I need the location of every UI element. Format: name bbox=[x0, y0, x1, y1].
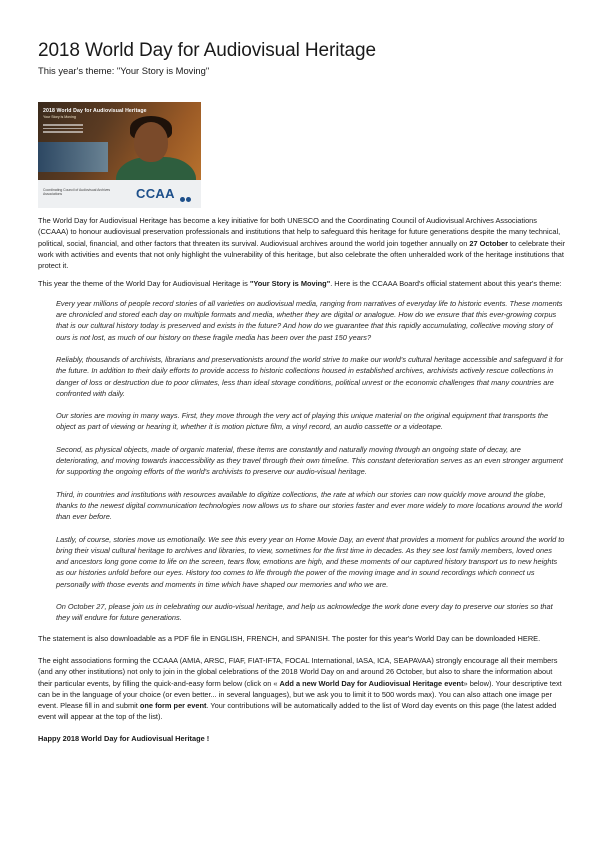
download-paragraph: The statement is also downloadable as a PDF file in ENGLISH, FRENCH, and SPANISH. The poster for this year's World Day can be downloaded HERE. bbox=[38, 633, 541, 643]
closing-line: Happy 2018 World Day for Audiovisual Heritage ! bbox=[38, 733, 210, 743]
poster-image[interactable] bbox=[38, 102, 201, 208]
statement-paragraph: Lastly, of course, stories move us emotionally. We see this every year on Home Movie Day, an event that provides a moment for publics around the world to bring their visual cultural heritage to archives and libraries, to view, sometimes for the first time in decades. As they see lost family members, loved ones and ancestors long gone come to life on the screen, tears flow, emotions are high, and these moments of our captured history transport us to new heights as our histories unfold before our eyes. History too comes to life through the power of the moving image and in sound recordings which connect us personally with those events and moments in time which have shaped our memories and who we are. bbox=[56, 534, 565, 589]
associations-paragraph: The eight associations forming the CCAAA (AMIA, ARSC, FIAF, FIAT-IFTA, FOCAL International, IASA, ICA, SEAPAVAA) strongly encourage all their members (and any other institutions) not only to join in the global celebrations of the 2018 World Day on and around 26 October, but also to share the information about their particular events, by filling the quick-and-easy form below (click on « Add a new World Day for Audiovisual Heritage event» below). Your descriptive text can be in the language of your choice (or even better... in several languages), but we ask you to limit it to 500 words max). You can also attach one image per event. Please fill in and submit one form per event. Your contributions will be automatically added to the list of Word day events on this page (the latest added event will appear at the top of the list). bbox=[38, 655, 562, 722]
intro-date: 27 October bbox=[469, 238, 508, 248]
statement-paragraph: On October 27, please join us in celebrating our audio-visual heritage, and help us acknowledge the work done every day to preserve our stories so that they will endure for future generations. bbox=[56, 602, 553, 623]
add-event-link[interactable]: Add a new World Day for Audiovisual Heritage event bbox=[279, 678, 464, 688]
theme-name: "Your Story is Moving" bbox=[249, 279, 331, 289]
page-subtitle: This year's theme: "Your Story is Moving" bbox=[38, 65, 210, 76]
statement-paragraph: Reliably, thousands of archivists, librarians and preservationists around the world strive to make our world's cultural heritage accessible and safeguard it for the future. In addition to their daily efforts to provide access to historic collections housed in established archives, archivists actively rescue collections in danger of loss or destruction due to poor climates, less than ideal storage conditions, political unrest or the economic challenges that many countries are confronted with daily. bbox=[56, 354, 563, 398]
one-form-per-event: one form per event bbox=[139, 701, 207, 711]
board-statement bbox=[38, 298, 566, 624]
statement-paragraph: Second, as physical objects, made of organic material, these items are constantly and naturally moving through an ongoing state of decay, are deteriorating, and moving towards inaccessibility as they travel through their own timeline. This constant deterioration serves as an even stronger argument for supporting the ongoing efforts of the world's archivists to preserve our audio-visual heritage. bbox=[56, 444, 563, 477]
ccaaa-logo: CCAA bbox=[136, 186, 175, 201]
poster-figure-face bbox=[134, 122, 168, 162]
article bbox=[38, 40, 566, 744]
page-title: 2018 World Day for Audiovisual Heritage bbox=[38, 40, 376, 61]
intro-paragraph: The World Day for Audiovisual Heritage has become a key initiative for both UNESCO and the Coordinating Council of Audiovisual Archives Associations (CCAAA) to honour audiovisual preservation professionals and institutions that help to safeguard this heritage for future generations despite the many technical, political, social, financial, and other factors that threaten its survival. Audiovisual archives around the world join together annually on 27 October to celebrate their work with activities and events that not only highlight the vulnerability of this heritage, but also celebrate the often unheralded work of the heritage institutions that protect it. bbox=[38, 216, 566, 271]
poster-title: 2018 World Day for Audiovisual Heritage bbox=[43, 108, 147, 114]
unesco-logo-icon bbox=[180, 189, 194, 197]
poster-film-strip bbox=[38, 142, 108, 172]
poster-text-lines bbox=[43, 124, 83, 135]
theme-paragraph: This year the theme of the World Day for Audiovisual Heritage is "Your Story is Moving". Here is the CCAAA Board's official statement about this year's theme: bbox=[38, 279, 562, 289]
statement-paragraph: Every year millions of people record stories of all varieties on audiovisual media, ranging from narratives of everyday life to historic events. These moments are chronicled and stored each day on multiple formats and media, whether they are digital or analogue. How do we ensure that this ever-growing corpus that is our cultural history today is preserved and exists in the future? And how do we guarantee that this rapidly accumulating, collective moving story of ours is not lost, as much of our history on these fragile media has been over the past 150 years? bbox=[56, 298, 563, 342]
poster-theme: Your Story is Moving bbox=[43, 115, 76, 119]
statement-paragraph: Our stories are moving in many ways. First, they move through the very act of playing this unique material on the original equipment that transports the object as part of viewing or hearing it, whether it is motion picture film, a vinyl record, an audio cassette or a videotape. bbox=[56, 411, 549, 432]
poster-tagline: Coordinating Council of Audiovisual Archives Associations bbox=[43, 188, 111, 196]
statement-paragraph: Third, in countries and institutions with resources available to digitize collections, the rate at which our stories can now quickly move around the globe, thanks to the newest digital communication technologies now allows us to share our stories faster and ever more widely to more locations around the world than ever before. bbox=[56, 489, 563, 522]
